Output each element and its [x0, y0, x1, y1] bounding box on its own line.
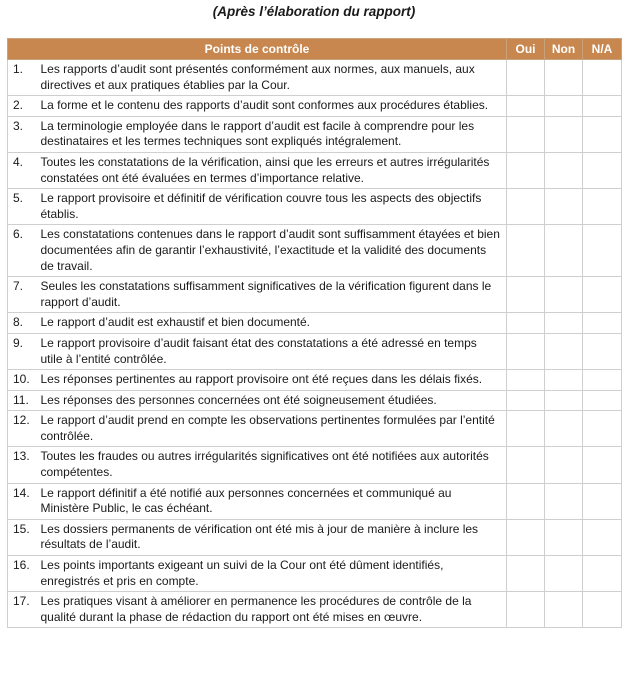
row-text: Toutes les fraudes ou autres irrégularités significatives ont été notifiées aux autorités compétentes. — [37, 447, 507, 483]
row-text: Le rapport provisoire d’audit faisant état des constatations a été adressé en temps utile à l’entité contrôlée. — [37, 333, 507, 369]
oui-cell[interactable] — [507, 519, 545, 555]
table-row — [8, 96, 622, 117]
row-number: 2. — [8, 96, 37, 117]
oui-cell[interactable] — [507, 333, 545, 369]
row-number: 15. — [8, 519, 37, 555]
non-cell[interactable] — [545, 313, 583, 334]
non-cell[interactable] — [545, 152, 583, 188]
na-cell[interactable] — [583, 592, 622, 628]
table-row — [8, 116, 622, 152]
table-row — [8, 225, 622, 277]
na-cell[interactable] — [583, 519, 622, 555]
table-row — [8, 277, 622, 313]
non-cell[interactable] — [545, 333, 583, 369]
non-cell[interactable] — [545, 390, 583, 411]
row-text: Les points importants exigeant un suivi de la Cour ont été dûment identifiés, enregistrés et pris en compte. — [37, 556, 507, 592]
oui-cell[interactable] — [507, 447, 545, 483]
na-cell[interactable] — [583, 60, 622, 96]
row-text: Les réponses pertinentes au rapport provisoire ont été reçues dans les délais fixés. — [37, 370, 507, 391]
non-cell[interactable] — [545, 277, 583, 313]
na-cell[interactable] — [583, 152, 622, 188]
row-text: Les rapports d’audit sont présentés conformément aux normes, aux manuels, aux directives et aux pratiques établies par la Cour. — [37, 60, 507, 96]
na-cell[interactable] — [583, 277, 622, 313]
oui-cell[interactable] — [507, 411, 545, 447]
row-number: 5. — [8, 189, 37, 225]
non-cell[interactable] — [545, 556, 583, 592]
na-cell[interactable] — [583, 556, 622, 592]
row-number: 10. — [8, 370, 37, 391]
non-cell[interactable] — [545, 411, 583, 447]
na-cell[interactable] — [583, 333, 622, 369]
row-number: 16. — [8, 556, 37, 592]
na-cell[interactable] — [583, 189, 622, 225]
non-cell[interactable] — [545, 370, 583, 391]
oui-cell[interactable] — [507, 60, 545, 96]
row-number: 9. — [8, 333, 37, 369]
non-cell[interactable] — [545, 116, 583, 152]
oui-cell[interactable] — [507, 390, 545, 411]
row-number: 14. — [8, 483, 37, 519]
oui-cell[interactable] — [507, 370, 545, 391]
non-cell[interactable] — [545, 519, 583, 555]
row-number: 13. — [8, 447, 37, 483]
row-text: Les réponses des personnes concernées ont été soigneusement étudiées. — [37, 390, 507, 411]
na-cell[interactable] — [583, 370, 622, 391]
table-row — [8, 447, 622, 483]
table-row — [8, 483, 622, 519]
non-cell[interactable] — [545, 483, 583, 519]
header-row — [8, 39, 622, 60]
row-number: 6. — [8, 225, 37, 277]
non-cell[interactable] — [545, 189, 583, 225]
oui-cell[interactable] — [507, 313, 545, 334]
oui-cell[interactable] — [507, 116, 545, 152]
row-number: 4. — [8, 152, 37, 188]
oui-cell[interactable] — [507, 152, 545, 188]
oui-cell[interactable] — [507, 556, 545, 592]
row-text: Le rapport d’audit prend en compte les observations pertinentes formulées par l’entité contrôlée. — [37, 411, 507, 447]
row-text: Les dossiers permanents de vérification ont été mis à jour de manière à inclure les résultats de l’audit. — [37, 519, 507, 555]
oui-cell[interactable] — [507, 483, 545, 519]
row-text: Seules les constatations suffisamment significatives de la vérification figurent dans le rapport d’audit. — [37, 277, 507, 313]
na-cell[interactable] — [583, 96, 622, 117]
na-cell[interactable] — [583, 390, 622, 411]
table-row — [8, 60, 622, 96]
oui-cell[interactable] — [507, 225, 545, 277]
non-cell[interactable] — [545, 96, 583, 117]
na-cell[interactable] — [583, 447, 622, 483]
oui-cell[interactable] — [507, 96, 545, 117]
table-row — [8, 152, 622, 188]
row-number: 8. — [8, 313, 37, 334]
non-cell[interactable] — [545, 60, 583, 96]
table-row — [8, 556, 622, 592]
header-points: Points de contrôle — [8, 39, 507, 60]
row-text: La terminologie employée dans le rapport d’audit est facile à comprendre pour les destinataires et les termes techniques sont expliqués intégralement. — [37, 116, 507, 152]
row-number: 3. — [8, 116, 37, 152]
oui-cell[interactable] — [507, 592, 545, 628]
table-row — [8, 333, 622, 369]
row-text: Le rapport d’audit est exhaustif et bien documenté. — [37, 313, 507, 334]
row-text: Le rapport provisoire et définitif de vérification couvre tous les aspects des objectifs établis. — [37, 189, 507, 225]
table-row — [8, 189, 622, 225]
row-text: Toutes les constatations de la vérification, ainsi que les erreurs et autres irrégularités constatées ont été évaluées en termes d’importance relative. — [37, 152, 507, 188]
non-cell[interactable] — [545, 592, 583, 628]
table-row — [8, 411, 622, 447]
row-number: 7. — [8, 277, 37, 313]
oui-cell[interactable] — [507, 189, 545, 225]
na-cell[interactable] — [583, 313, 622, 334]
row-number: 11. — [8, 390, 37, 411]
row-number: 17. — [8, 592, 37, 628]
header-oui: Oui — [507, 39, 545, 60]
table-row — [8, 592, 622, 628]
checklist-body — [8, 60, 622, 628]
row-text: Les pratiques visant à améliorer en permanence les procédures de contrôle de la qualité durant la phase de rédaction du rapport ont été mises en œuvre. — [37, 592, 507, 628]
na-cell[interactable] — [583, 116, 622, 152]
na-cell[interactable] — [583, 483, 622, 519]
header-non: Non — [545, 39, 583, 60]
checklist-table — [7, 38, 622, 628]
oui-cell[interactable] — [507, 277, 545, 313]
header-na: N/A — [583, 39, 622, 60]
row-number: 1. — [8, 60, 37, 96]
row-number: 12. — [8, 411, 37, 447]
non-cell[interactable] — [545, 225, 583, 277]
page-title: (Après l’élaboration du rapport) — [212, 4, 416, 19]
non-cell[interactable] — [545, 447, 583, 483]
table-row — [8, 370, 622, 391]
table-row — [8, 390, 622, 411]
table-row — [8, 519, 622, 555]
row-text: Les constatations contenues dans le rapport d’audit sont suffisamment étayées et bien documentées afin de garantir l’exhaustivité, l’exactitude et la validité des documents de travail. — [37, 225, 507, 277]
table-row — [8, 313, 622, 334]
row-text: Le rapport définitif a été notifié aux personnes concernées et communiqué au Ministère Public, le cas échéant. — [37, 483, 507, 519]
na-cell[interactable] — [583, 225, 622, 277]
na-cell[interactable] — [583, 411, 622, 447]
row-text: La forme et le contenu des rapports d’audit sont conformes aux procédures établies. — [37, 96, 507, 117]
